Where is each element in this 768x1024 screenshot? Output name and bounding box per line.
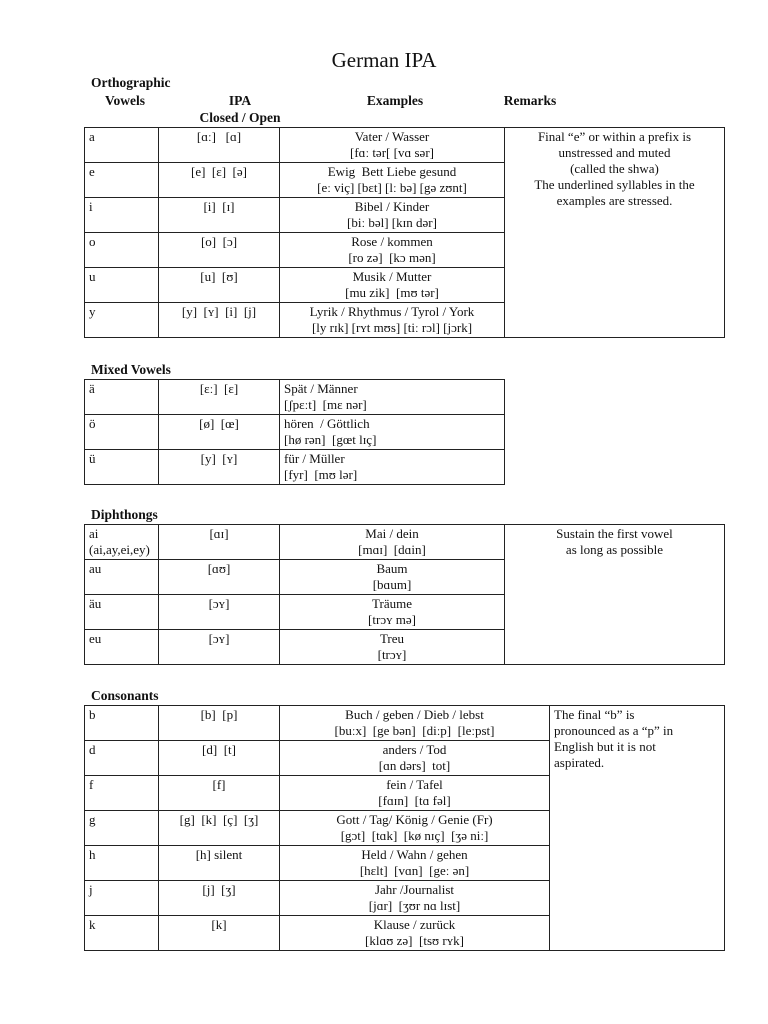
mixed-ipa: [ɛː] [ɛ] [159, 380, 280, 415]
section-title-diphthongs: Diphthongs [91, 507, 158, 522]
table-row [85, 706, 725, 741]
consonant-letter: h [85, 846, 159, 881]
consonant-letter: j [85, 881, 159, 916]
section-title-mixed-vowels: Mixed Vowels [91, 362, 171, 377]
mixed-example: hören / Göttlich [hø rən] [gœt lɪç] [280, 415, 505, 450]
consonant-letter: g [85, 811, 159, 846]
diphthong-letter: äu [85, 595, 159, 630]
vowel-letter: o [85, 233, 159, 268]
consonant-example: anders / Tod [ɑn dərs] tot] [280, 741, 550, 776]
diphthong-letter: au [85, 560, 159, 595]
consonants-remark: The final “b” is pronounced as a “p” in English but it is not aspirated. [550, 706, 725, 951]
diphthong-letter: eu [85, 630, 159, 665]
diphthong-example: Baum [bɑum] [280, 560, 505, 595]
consonant-example: Buch / geben / Dieb / lebst [buːx] [ge bən] [diːp] [leːpst] [280, 706, 550, 741]
diphthong-example: Treu [trɔʏ] [280, 630, 505, 665]
vowel-example: Rose / kommen [ro zə] [kɔ mən] [280, 233, 505, 268]
vowel-letter: i [85, 198, 159, 233]
consonant-ipa: [b] [p] [159, 706, 280, 741]
vowel-example: Vater / Wasser [fɑː tər[ [vɑ sər] [280, 128, 505, 163]
vowel-ipa: [o] [ɔ] [159, 233, 280, 268]
table-row [85, 525, 725, 560]
consonant-letter: d [85, 741, 159, 776]
consonant-example: Klause / zurück [klɑʊ zə] [tsʊ rʏk] [280, 916, 550, 951]
mixed-example: für / Müller [fyr] [mʊ lər] [280, 450, 505, 485]
consonant-example: Held / Wahn / gehen [hɛlt] [vɑn] [geː ən] [280, 846, 550, 881]
consonant-example: Gott / Tag/ König / Genie (Fr) [gɔt] [tɑk] [kø nɪç] [ʒə niː] [280, 811, 550, 846]
header-remarks: Remarks [503, 93, 557, 108]
vowel-example: Lyrik / Rhythmus / Tyrol / York [ly rɪk] [rʏt mʊs] [tiː rɔl] [jɔrk] [280, 303, 505, 338]
consonant-ipa: [k] [159, 916, 280, 951]
consonant-ipa: [g] [k] [ç] [ʒ] [159, 811, 280, 846]
consonant-letter: b [85, 706, 159, 741]
diphthong-ipa: [ɑʊ] [159, 560, 280, 595]
diphthong-ipa: [ɑɪ] [159, 525, 280, 560]
diphthongs-table [84, 524, 725, 665]
mixed-letter: ö [85, 415, 159, 450]
vowels-table [84, 127, 725, 338]
header-orthographic: Orthographic [91, 75, 171, 90]
consonants-table [84, 705, 725, 951]
vowel-letter: u [85, 268, 159, 303]
consonant-letter: k [85, 916, 159, 951]
page-title: German IPA [331, 48, 437, 72]
vowel-letter: a [85, 128, 159, 163]
diphthong-ipa: [ɔʏ] [159, 630, 280, 665]
consonant-letter: f [85, 776, 159, 811]
table-row [85, 415, 505, 450]
diphthong-ipa: [ɔʏ] [159, 595, 280, 630]
diphthong-example: Träume [trɔʏ mə] [280, 595, 505, 630]
table-row [85, 380, 505, 415]
consonant-ipa: [d] [t] [159, 741, 280, 776]
vowel-example: Bibel / Kinder [biː bəl] [kɪn dər] [280, 198, 505, 233]
table-row [85, 450, 505, 485]
header-examples: Examples [366, 93, 424, 108]
header-ipa: IPA [228, 93, 252, 108]
diphthong-letter: ai (ai,ay,ei,ey) [85, 525, 159, 560]
vowel-letter: y [85, 303, 159, 338]
vowel-ipa: [u] [ʊ] [159, 268, 280, 303]
section-title-consonants: Consonants [91, 688, 159, 703]
vowel-ipa: [y] [ʏ] [i] [j] [159, 303, 280, 338]
table-row [85, 128, 725, 163]
header-closed-open: Closed / Open [199, 110, 281, 125]
vowel-example: Musik / Mutter [mu zik] [mʊ tər] [280, 268, 505, 303]
consonant-ipa: [j] [ʒ] [159, 881, 280, 916]
header-vowels: Vowels [105, 93, 146, 108]
mixed-letter: ü [85, 450, 159, 485]
mixed-example: Spät / Männer [ʃpɛːt] [mɛ nər] [280, 380, 505, 415]
mixed-letter: ä [85, 380, 159, 415]
diphthongs-remark: Sustain the first vowel as long as possible [505, 525, 725, 665]
consonant-ipa: [f] [159, 776, 280, 811]
vowels-remark: Final “e” or within a prefix is unstressed and muted (called the shwa) The underlined syllables in the examples are stressed. [505, 128, 725, 338]
diphthong-example: Mai / dein [mɑɪ] [dɑin] [280, 525, 505, 560]
mixed-ipa: [ø] [œ] [159, 415, 280, 450]
vowel-ipa: [i] [ɪ] [159, 198, 280, 233]
vowel-example: Ewig Bett Liebe gesund [eː viç] [bɛt] [lː bə] [gə zʊnt] [280, 163, 505, 198]
mixed-ipa: [y] [ʏ] [159, 450, 280, 485]
mixed-vowels-table [84, 379, 505, 485]
consonant-ipa: [h] silent [159, 846, 280, 881]
vowel-ipa: [ɑː] [ɑ] [159, 128, 280, 163]
consonant-example: fein / Tafel [fɑɪn] [tɑ fəl] [280, 776, 550, 811]
consonant-example: Jahr /Journalist [jɑr] [ʒʊr nɑ lɪst] [280, 881, 550, 916]
vowel-letter: e [85, 163, 159, 198]
vowel-ipa: [e] [ɛ] [ə] [159, 163, 280, 198]
